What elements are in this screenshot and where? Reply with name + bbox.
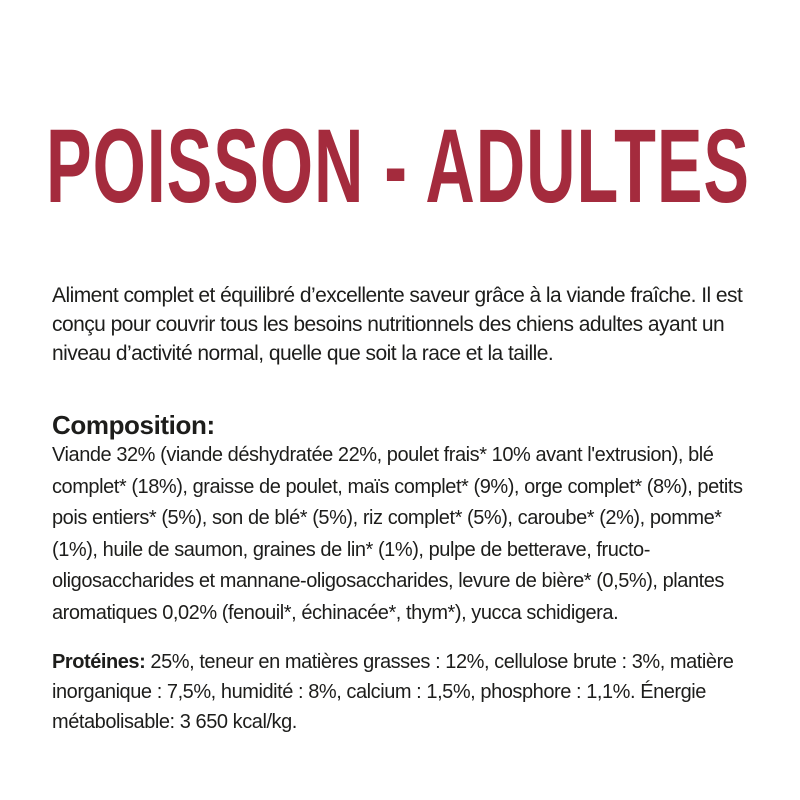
analysis-text: 25%, teneur en matières grasses : 12%, cellulose brute : 3%, matière inorganique : 7,5%, humidité : 8%, calcium : 1,5%, phosphore : 1,1%. Énergie métabolisable: 3 650 kcal/kg. xyxy=(52,651,734,733)
composition-heading: Composition: xyxy=(52,410,215,440)
product-title: POISSON - ADULTES xyxy=(46,108,750,225)
product-description: Aliment complet et équilibré d’excellente saveur grâce à la viande fraîche. Il est conçu pour couvrir tous les besoins nutritionnels des chiens adultes ayant un niveau d’activité normal, quelle que soit la race et la taille. xyxy=(52,284,743,365)
analysis-paragraph xyxy=(52,647,758,737)
composition-text: Viande 32% (viande déshydratée 22%, poulet frais* 10% avant l'extrusion), blé complet* (18%), graisse de poulet, maïs complet* (9%), orge complet* (8%), petits pois entiers* (5%), son de blé* (5%), riz complet* (5%), caroube* (2%), pomme* (1%), huile de saumon, graines de lin* (1%), pulpe de betterave, fructo-oligosaccharides et mannane-oligosaccharides, levure de bière* (0,5%), plantes aromatiques 0,02% (fenouil*, échinacée*, thym*), yucca schidigera. xyxy=(52,444,743,624)
analysis-label: Protéines: xyxy=(52,651,146,673)
